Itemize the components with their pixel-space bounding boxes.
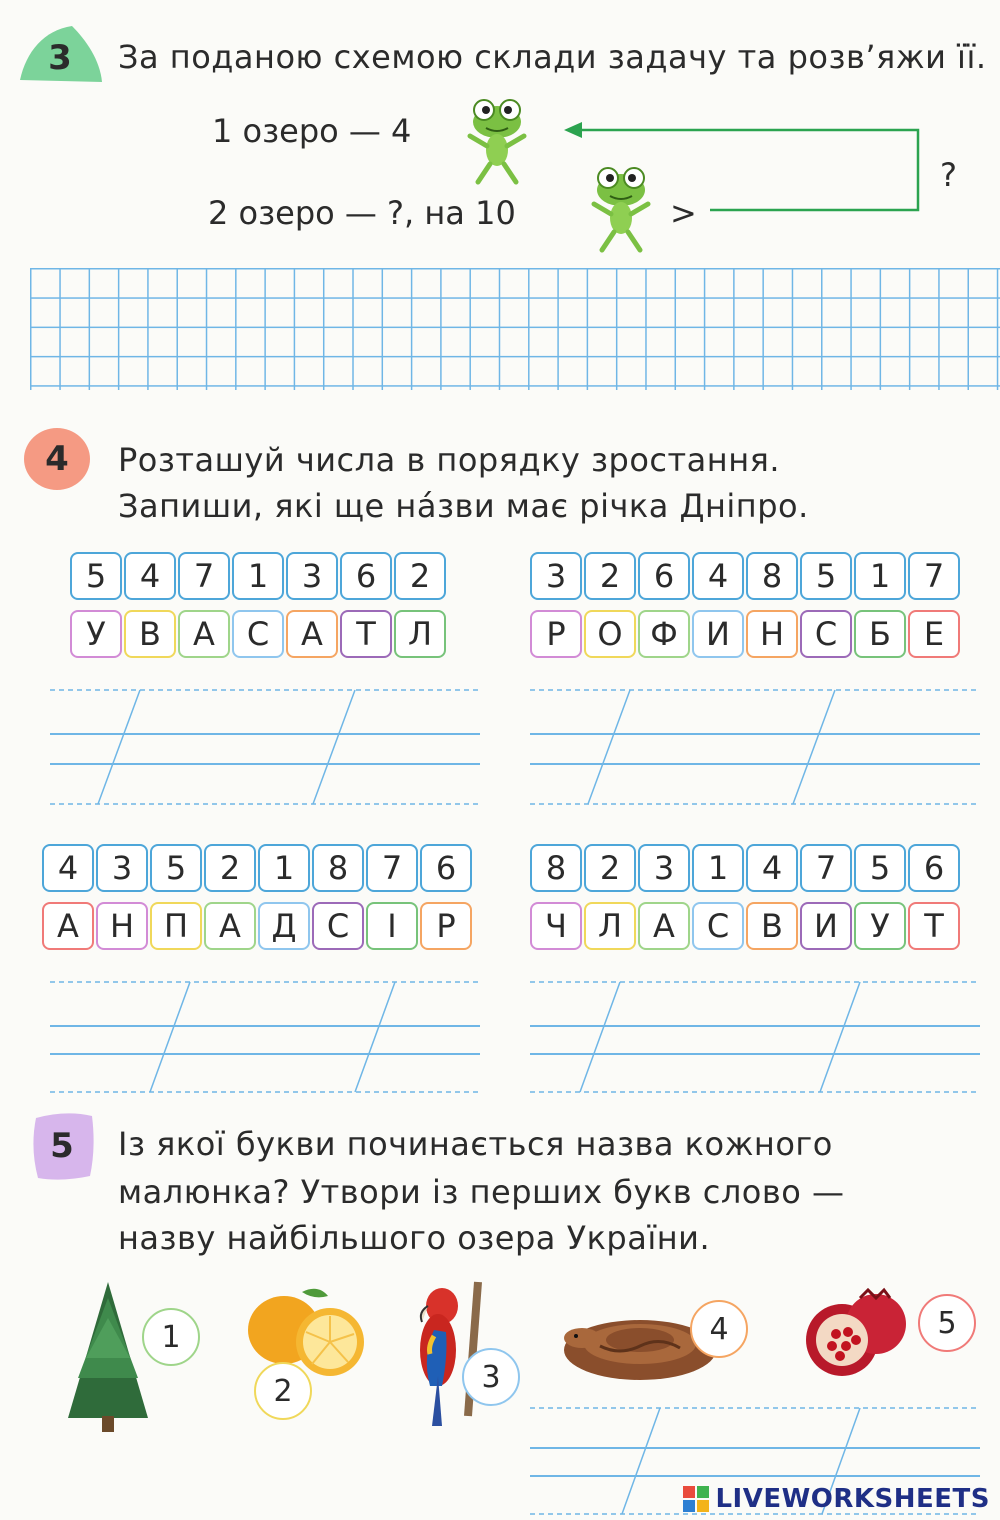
letter-tile: Т: [340, 610, 392, 658]
number-tile: 2: [584, 552, 636, 600]
number-tile: 8: [312, 844, 364, 892]
letter-tile: В: [746, 902, 798, 950]
letter-tiles-2: [530, 610, 960, 658]
number-tile: 2: [204, 844, 256, 892]
task-4-line-2: Запиши, які ще на́зви має річка Дніпро.: [118, 487, 809, 525]
picture-number-5: 5: [918, 1294, 976, 1352]
letter-tile: Н: [746, 610, 798, 658]
picture-number-4: 4: [690, 1300, 748, 1358]
letter-tile: С: [312, 902, 364, 950]
letter-tile: Б: [854, 610, 906, 658]
number-tile: 5: [854, 844, 906, 892]
number-tile: 4: [746, 844, 798, 892]
letter-tile: А: [178, 610, 230, 658]
number-tiles-2: [530, 552, 960, 600]
task-5-line-1: Із якої букви починається назва кожного: [118, 1125, 833, 1163]
letter-tiles-3: [42, 902, 472, 950]
letter-tile: А: [42, 902, 94, 950]
number-tile: 8: [530, 844, 582, 892]
writing-lines-3[interactable]: [50, 978, 480, 1098]
letter-tiles-4: [530, 902, 960, 950]
writing-lines-2[interactable]: [530, 686, 980, 810]
picture-number-3: 3: [462, 1348, 520, 1406]
number-tile: 1: [692, 844, 744, 892]
number-tile: 3: [96, 844, 148, 892]
watermark: [683, 1484, 990, 1514]
task-3-number: 3: [48, 38, 72, 78]
number-tile: 3: [638, 844, 690, 892]
number-tile: 1: [854, 552, 906, 600]
number-tile: 8: [746, 552, 798, 600]
task-5-line-3: назву найбільшого озера України.: [118, 1219, 711, 1257]
watermark-text: LIVEWORKSHEETS: [715, 1484, 990, 1514]
scheme-line-1: 1 озеро — 4: [212, 112, 412, 150]
number-tile: 4: [42, 844, 94, 892]
number-tile: 7: [800, 844, 852, 892]
letter-tile: А: [286, 610, 338, 658]
letter-tile: Т: [908, 902, 960, 950]
frog-icon: [462, 92, 532, 188]
letter-tile: В: [124, 610, 176, 658]
number-tile: 3: [286, 552, 338, 600]
number-tile: 4: [124, 552, 176, 600]
number-tile: 2: [394, 552, 446, 600]
scheme-bracket-arrow: [560, 112, 930, 222]
letter-tile: Ч: [530, 902, 582, 950]
liveworksheets-logo-icon: [683, 1486, 709, 1512]
task-4-number: 4: [45, 439, 69, 479]
writing-lines-1[interactable]: [50, 686, 480, 810]
picture-number-1: 1: [142, 1308, 200, 1366]
lemon-icon: [244, 1282, 372, 1378]
task-4-badge: [22, 424, 92, 494]
scheme-line-2: 2 озеро — ?, на 10: [208, 194, 516, 232]
number-tile: 6: [638, 552, 690, 600]
number-tile: 6: [908, 844, 960, 892]
scheme-question: ?: [940, 156, 957, 194]
task-3-badge: [16, 22, 104, 88]
letter-tile: Ф: [638, 610, 690, 658]
task-5-badge: [26, 1108, 98, 1184]
number-tiles-1: [70, 552, 446, 600]
letter-tile: С: [692, 902, 744, 950]
number-tiles-3: [42, 844, 472, 892]
picture-number-2: 2: [254, 1362, 312, 1420]
number-tile: 6: [340, 552, 392, 600]
number-tile: 7: [366, 844, 418, 892]
number-tile: 6: [420, 844, 472, 892]
letter-tile: Е: [908, 610, 960, 658]
letter-tile: С: [800, 610, 852, 658]
letter-tile: С: [232, 610, 284, 658]
number-tile: 5: [150, 844, 202, 892]
number-tiles-4: [530, 844, 960, 892]
letter-tile: И: [692, 610, 744, 658]
task-3-text: За поданою схемою склади задачу та розв’яжи її.: [118, 38, 987, 76]
letter-tile: И: [800, 902, 852, 950]
fir-tree-icon: [58, 1278, 158, 1438]
letter-tile: Р: [420, 902, 472, 950]
letter-tile: П: [150, 902, 202, 950]
letter-tile: Н: [96, 902, 148, 950]
letter-tile: Л: [394, 610, 446, 658]
letter-tile: А: [204, 902, 256, 950]
number-tile: 4: [692, 552, 744, 600]
number-tile: 1: [232, 552, 284, 600]
letter-tile: І: [366, 902, 418, 950]
number-tile: 7: [908, 552, 960, 600]
task-5-number: 5: [50, 1126, 74, 1166]
number-tile: 5: [800, 552, 852, 600]
task-4-line-1: Розташуй числа в порядку зростання.: [118, 441, 781, 479]
pomegranate-icon: [796, 1286, 916, 1386]
letter-tiles-1: [70, 610, 446, 658]
letter-tile: А: [638, 902, 690, 950]
letter-tile: О: [584, 610, 636, 658]
letter-tile: Д: [258, 902, 310, 950]
number-tile: 5: [70, 552, 122, 600]
letter-tile: Р: [530, 610, 582, 658]
number-tile: 1: [258, 844, 310, 892]
letter-tile: Л: [584, 902, 636, 950]
writing-lines-4[interactable]: [530, 978, 980, 1098]
answer-grid[interactable]: [30, 268, 1000, 390]
number-tile: 3: [530, 552, 582, 600]
letter-tile: У: [854, 902, 906, 950]
task-5-line-2: малюнка? Утвори із перших букв слово —: [118, 1173, 845, 1211]
number-tile: 2: [584, 844, 636, 892]
letter-tile: У: [70, 610, 122, 658]
more-sign: >: [670, 194, 697, 232]
number-tile: 7: [178, 552, 230, 600]
